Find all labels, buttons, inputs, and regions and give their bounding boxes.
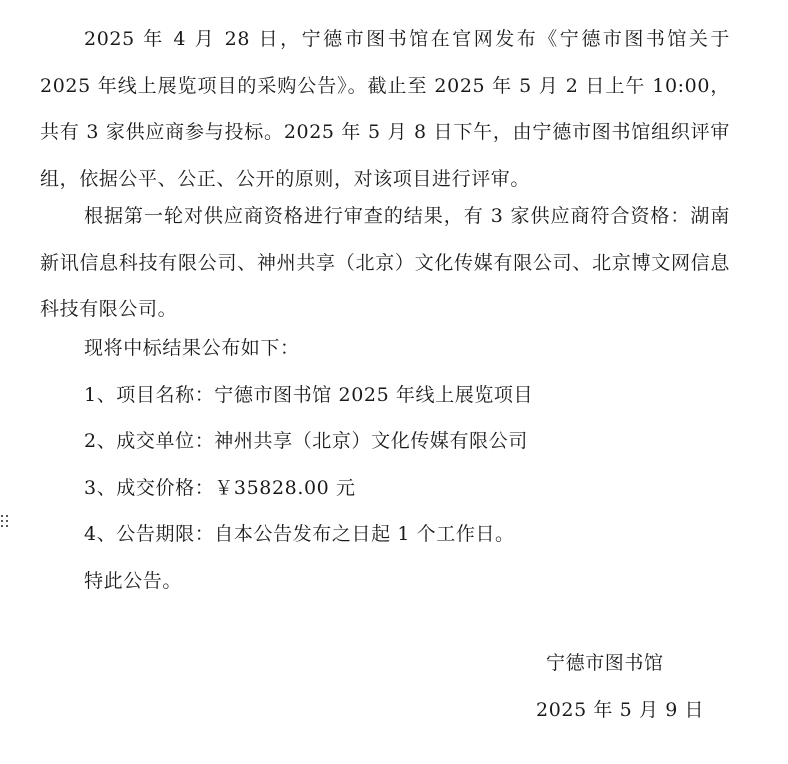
signature-date: 2025 年 5 月 9 日	[536, 699, 705, 721]
paragraph-qualification-review: 根据第一轮对供应商资格进行审查的结果，有 3 家供应商符合资格：湖南新讯信息科技有限公司、神州共享（北京）文化传媒有限公司、北京博文网信息科技有限公司。	[40, 205, 730, 320]
paragraph-procurement-announcement: 2025 年 4 月 28 日，宁德市图书馆在官网发布《宁德市图书馆关于 2025 年线上展览项目的采购公告》。截止至 2025 年 5 月 2 日上午 10:00，共有 3 家供应商参与投标。2025 年 5 月 8 日下午，由宁德市图书馆组织评审组，依据公平、公正、公开的原则，对该项目进行评审。	[40, 28, 730, 190]
signature-organization: 宁德市图书馆	[546, 652, 664, 674]
winning-bidder-line: 2、成交单位：神州共享（北京）文化传媒有限公司	[84, 430, 528, 452]
project-name-line: 1、项目名称：宁德市图书馆 2025 年线上展览项目	[84, 384, 534, 406]
announcement-period-line: 4、公告期限：自本公告发布之日起 1 个工作日。	[84, 523, 515, 545]
transaction-price-line: 3、成交价格：￥35828.00 元	[84, 477, 356, 499]
result-intro-line: 现将中标结果公布如下：	[84, 337, 300, 359]
drag-handle-icon[interactable]	[0, 514, 10, 530]
closing-line: 特此公告。	[84, 570, 183, 592]
